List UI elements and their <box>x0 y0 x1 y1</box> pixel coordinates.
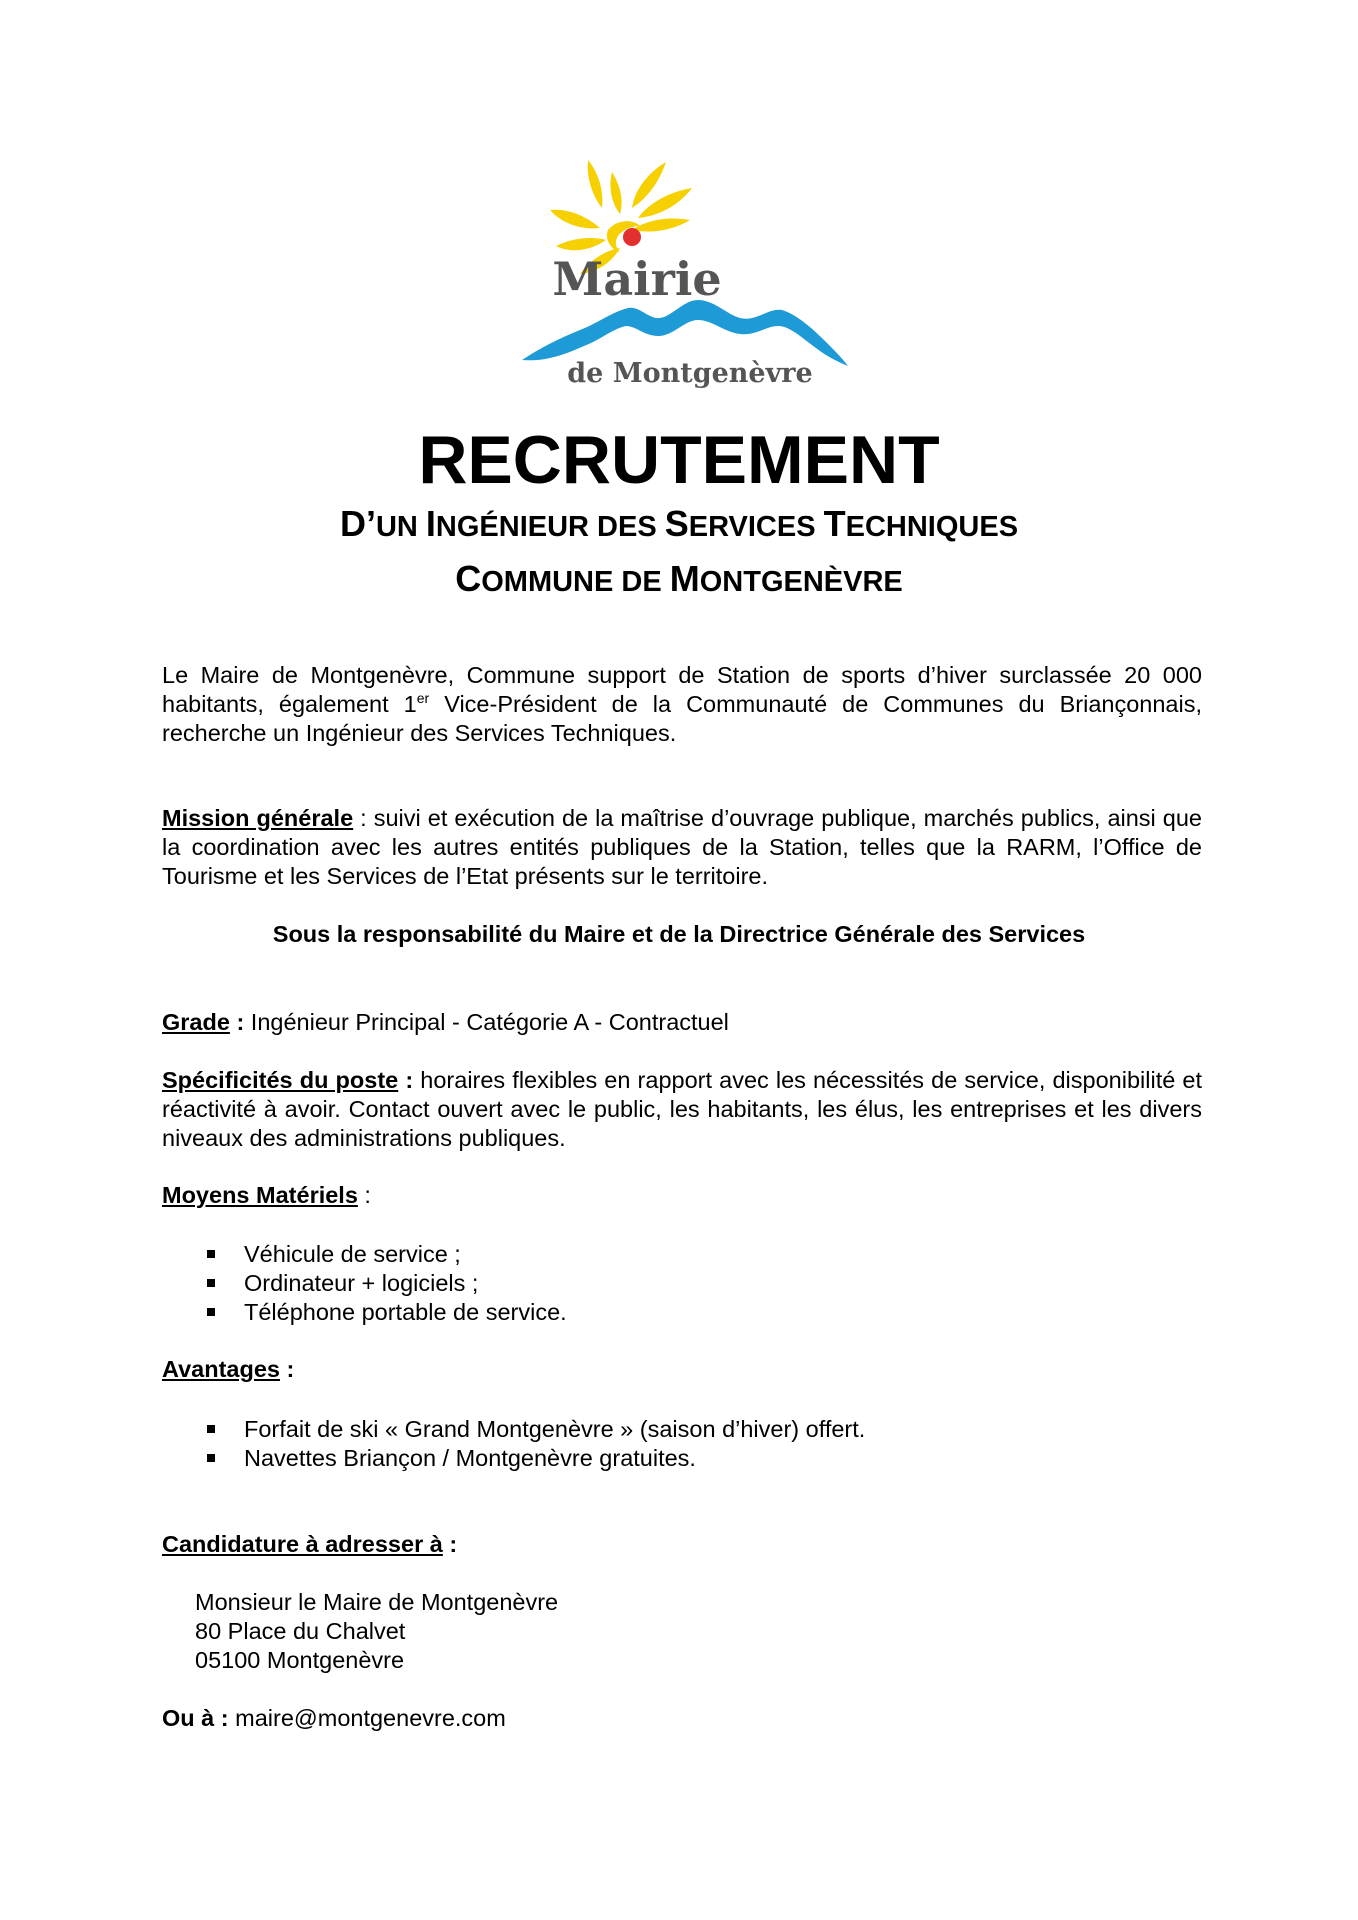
grade-colon: : <box>229 1009 245 1035</box>
specificites-paragraph <box>162 1066 1202 1153</box>
subtitle-part: C <box>455 558 482 599</box>
intro-paragraph <box>162 661 1202 748</box>
bullet-square-icon <box>207 1279 215 1287</box>
moyens-list <box>162 1240 1202 1327</box>
subtitle-part: D’ <box>339 503 376 544</box>
list-item <box>162 1444 1202 1473</box>
list-item <box>162 1240 1202 1269</box>
candidature-colon: : <box>442 1531 458 1557</box>
bullet-square-icon <box>207 1308 215 1316</box>
mairie-logo <box>520 150 850 395</box>
intro-text: Le Maire de Montgenèvre, Commune support de Station de sports d’hiver surclassée 20 000 habitants, également 1 <box>162 662 1202 717</box>
grade-paragraph <box>162 1008 1202 1037</box>
avantages-list <box>162 1415 1202 1473</box>
list-item-text: Véhicule de service ; <box>244 1241 461 1267</box>
contact-line <box>162 1704 1202 1733</box>
subtitle-line-1 <box>0 500 1358 551</box>
list-item-text: Forfait de ski « Grand Montgenèvre » (saison d’hiver) offert. <box>244 1416 866 1442</box>
intro-text: Vice-Président de la Communauté de Communes du Briançonnais, recherche un Ingénieur des Services Techniques. <box>162 691 1202 746</box>
address-line: 05100 Montgenèvre <box>195 1647 405 1673</box>
specificites-text: horaires flexibles en rapport avec les nécessités de service, disponibilité et réactivité à avoir. Contact ouvert avec le public, les habitants, les élus, les entreprises et les divers niveaux des administrations publiques. <box>162 1067 1202 1151</box>
bullet-square-icon <box>207 1425 215 1433</box>
contact-label: Ou à : <box>162 1705 229 1731</box>
subtitle-line-2 <box>0 555 1358 606</box>
list-item-text: Ordinateur + logiciels ; <box>244 1270 479 1296</box>
address-line: 80 Place du Chalvet <box>195 1618 406 1644</box>
grade-label: Grade <box>162 1009 230 1035</box>
bullet-square-icon <box>207 1250 215 1258</box>
subtitle-part: ECHNIQUES <box>845 511 1019 543</box>
moyens-colon: : <box>357 1182 371 1208</box>
subtitle-part: ERVICES <box>688 511 824 543</box>
specificites-label: Spécificités du poste <box>162 1067 399 1093</box>
mountain-icon <box>522 300 848 366</box>
mission-paragraph <box>162 804 1202 891</box>
avantages-heading <box>162 1355 1202 1384</box>
logo-sub-text: de Montgenèvre <box>567 358 813 389</box>
grade-text: Ingénieur Principal - Catégorie A - Contractuel <box>244 1009 729 1035</box>
subtitle-part: ONTGENÈVRE <box>699 566 903 598</box>
moyens-heading <box>162 1181 1202 1210</box>
subtitle-part: T <box>823 503 846 544</box>
candidature-heading <box>162 1530 1202 1559</box>
subtitle-part: UN <box>375 511 426 543</box>
sun-center-icon <box>623 228 641 246</box>
list-item <box>162 1298 1202 1327</box>
list-item <box>162 1269 1202 1298</box>
email-address[interactable]: maire@montgenevre.com <box>228 1705 506 1731</box>
address-line: Monsieur le Maire de Montgenèvre <box>195 1589 559 1615</box>
bullet-square-icon <box>207 1454 215 1462</box>
responsibility-line: Sous la responsabilité du Maire et de la Directrice Générale des Services <box>272 921 1086 947</box>
logo-main-text: Mairie <box>552 252 722 306</box>
avantages-label: Avantages <box>162 1356 280 1382</box>
mission-text: : suivi et exécution de la maîtrise d’ouvrage publique, marchés publics, ainsi que la coordination avec les autres entités publiques de la Station, telles que la RARM, l’Office de Tourisme et les Services de l’Etat présents sur le territoire. <box>162 805 1203 889</box>
subtitle-part: NGÉNIEUR DES <box>435 511 665 543</box>
subtitle-part: OMMUNE DE <box>481 566 670 598</box>
candidature-label: Candidature à adresser à <box>162 1531 443 1557</box>
subtitle-part: M <box>669 558 700 599</box>
ordinal-superscript: er <box>416 690 430 707</box>
moyens-label: Moyens Matériels <box>162 1182 358 1208</box>
specificites-colon: : <box>398 1067 414 1093</box>
subtitle-part: S <box>664 503 689 544</box>
list-item-text: Téléphone portable de service. <box>244 1299 567 1325</box>
list-item-text: Navettes Briançon / Montgenèvre gratuites. <box>244 1445 696 1471</box>
logo-graphic <box>520 150 850 395</box>
page-title: RECRUTEMENT <box>418 422 940 498</box>
list-item <box>162 1415 1202 1444</box>
avantages-colon: : <box>279 1356 295 1382</box>
postal-address <box>195 1588 1235 1675</box>
subtitle-part: I <box>425 503 436 544</box>
mission-label: Mission générale <box>162 805 354 831</box>
